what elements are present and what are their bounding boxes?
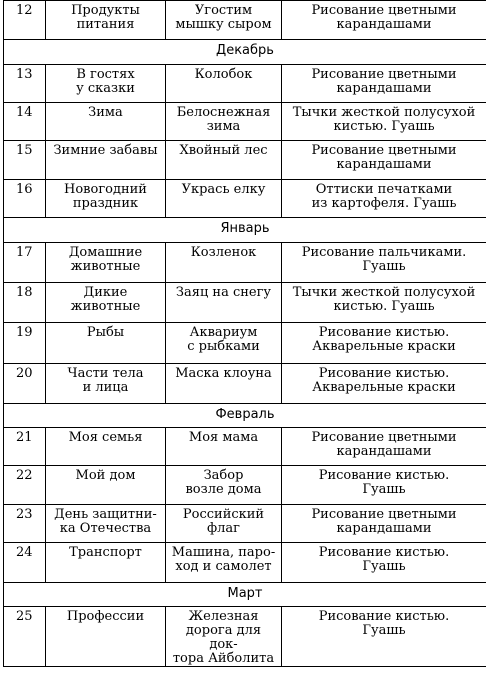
lesson-title: Заяц на снегу (166, 283, 282, 323)
table-row (4, 141, 486, 180)
lesson-title: Хвойный лес (166, 141, 282, 180)
lesson-technique: Рисование кистью. Акварельные краски (282, 323, 486, 364)
lesson-topic: Транспорт (46, 543, 166, 583)
lesson-number: 18 (4, 283, 46, 323)
lesson-title: Маска клоуна (166, 364, 282, 404)
month-row (4, 404, 486, 428)
lesson-title: Аквариум с рыбками (166, 323, 282, 364)
lesson-topic: Мой дом (46, 466, 166, 505)
lesson-title: Колобок (166, 65, 282, 103)
lesson-title: Российский флаг (166, 505, 282, 543)
lesson-number: 21 (4, 428, 46, 466)
month-heading: Январь (4, 218, 486, 243)
table-row (4, 428, 486, 466)
lesson-technique: Рисование цветными карандашами (282, 141, 486, 180)
lesson-topic: Зима (46, 103, 166, 141)
table-row (4, 65, 486, 103)
lesson-topic: Зимние забавы (46, 141, 166, 180)
lesson-title: Машина, паро- ход и самолет (166, 543, 282, 583)
lesson-topic: Новогодний праздник (46, 180, 166, 218)
lesson-topic: В гостях у сказки (46, 65, 166, 103)
lesson-title: Укрась елку (166, 180, 282, 218)
lesson-technique: Рисование кистью. Акварельные краски (282, 364, 486, 404)
lesson-number: 16 (4, 180, 46, 218)
lesson-topic: День защитни- ка Отечества (46, 505, 166, 543)
lesson-number: 14 (4, 103, 46, 141)
lesson-technique: Тычки жесткой полусухой кистью. Гуашь (282, 283, 486, 323)
month-row (4, 40, 486, 65)
lesson-topic: Части тела и лица (46, 364, 166, 404)
lesson-number: 12 (4, 1, 46, 40)
lesson-number: 25 (4, 607, 46, 667)
month-heading: Декабрь (4, 40, 486, 65)
lesson-number: 23 (4, 505, 46, 543)
lesson-topic: Дикие животные (46, 283, 166, 323)
lesson-title: Угостим мышку сыром (166, 1, 282, 40)
table-row (4, 607, 486, 667)
table-row (4, 1, 486, 40)
lesson-title: Белоснежная зима (166, 103, 282, 141)
lesson-topic: Продукты питания (46, 1, 166, 40)
lesson-title: Моя мама (166, 428, 282, 466)
table-row (4, 466, 486, 505)
table-row (4, 103, 486, 141)
lesson-technique: Тычки жесткой полусухой кистью. Гуашь (282, 103, 486, 141)
lesson-topic: Профессии (46, 607, 166, 667)
lesson-technique: Рисование цветными карандашами (282, 428, 486, 466)
lesson-title: Козленок (166, 243, 282, 283)
month-heading: Март (4, 583, 486, 607)
lesson-topic: Рыбы (46, 323, 166, 364)
lesson-topic: Домашние животные (46, 243, 166, 283)
lesson-number: 17 (4, 243, 46, 283)
lesson-topic: Моя семья (46, 428, 166, 466)
lesson-technique: Рисование цветными карандашами (282, 1, 486, 40)
lesson-technique: Рисование кистью. Гуашь (282, 543, 486, 583)
lesson-technique: Оттиски печатками из картофеля. Гуашь (282, 180, 486, 218)
table-row (4, 323, 486, 364)
table-row (4, 243, 486, 283)
table-row (4, 364, 486, 404)
lesson-technique: Рисование пальчиками. Гуашь (282, 243, 486, 283)
table-row (4, 180, 486, 218)
lesson-number: 19 (4, 323, 46, 364)
lesson-technique: Рисование цветными карандашами (282, 65, 486, 103)
lesson-title: Забор возле дома (166, 466, 282, 505)
lesson-technique: Рисование кистью. Гуашь (282, 607, 486, 667)
lesson-plan-table (3, 0, 486, 667)
table-row (4, 505, 486, 543)
table-row (4, 543, 486, 583)
lesson-title: Железная дорога для док- тора Айболита (166, 607, 282, 667)
month-row (4, 583, 486, 607)
lesson-number: 24 (4, 543, 46, 583)
lesson-number: 13 (4, 65, 46, 103)
lesson-technique: Рисование кистью. Гуашь (282, 466, 486, 505)
month-row (4, 218, 486, 243)
month-heading: Февраль (4, 404, 486, 428)
table-row (4, 283, 486, 323)
lesson-technique: Рисование цветными карандашами (282, 505, 486, 543)
lesson-number: 20 (4, 364, 46, 404)
lesson-number: 22 (4, 466, 46, 505)
lesson-number: 15 (4, 141, 46, 180)
